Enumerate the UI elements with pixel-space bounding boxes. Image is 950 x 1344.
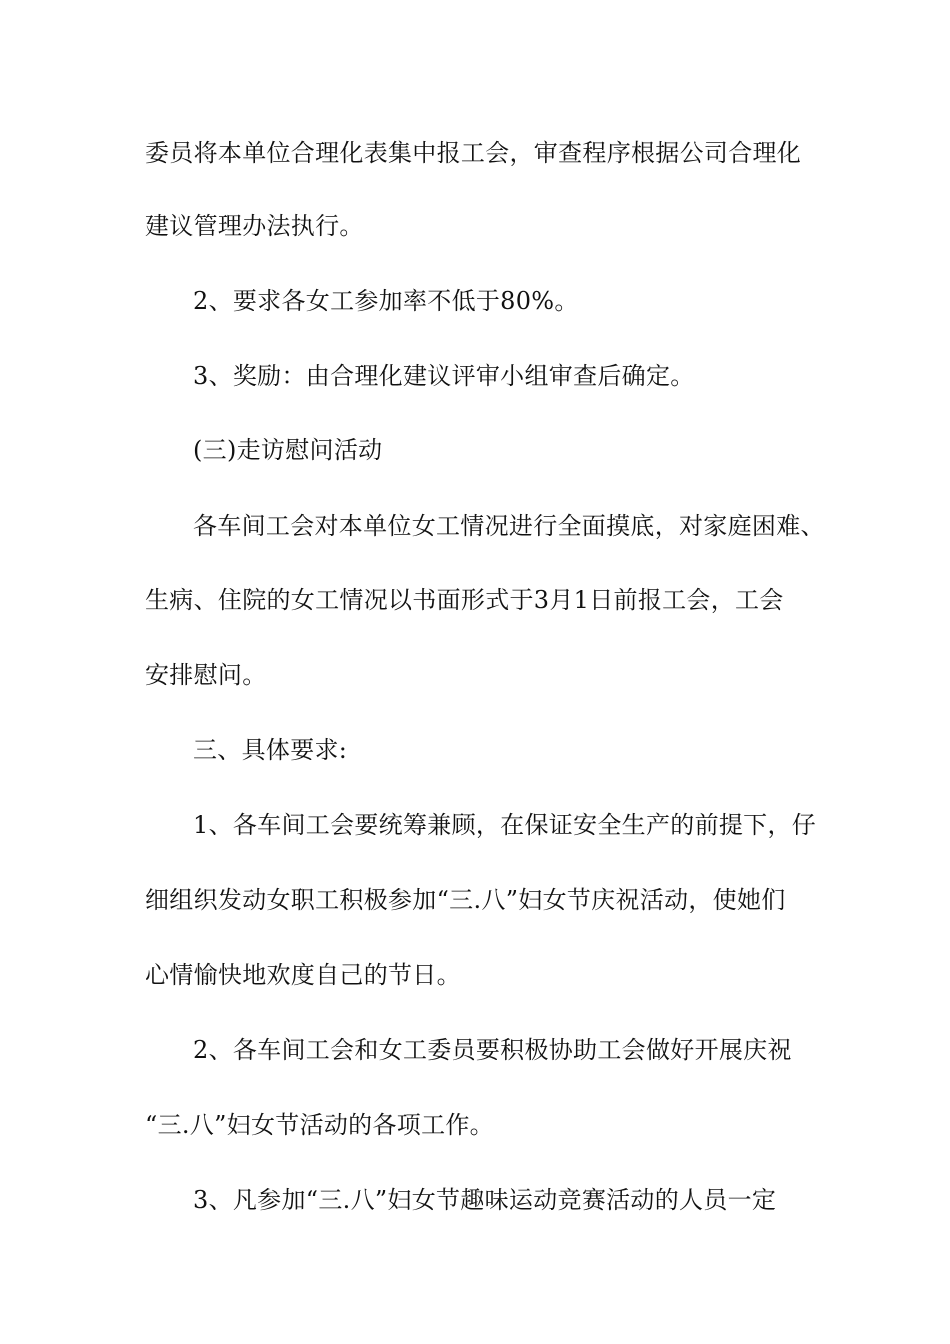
text-line: 2、各车间工会和女工委员要积极协助工会做好开展庆祝 bbox=[193, 1036, 792, 1064]
text-line: 3、凡参加“三.八”妇女节趣味运动竞赛活动的人员一定 bbox=[193, 1186, 777, 1214]
text-line: 细组织发动女职工积极参加“三.八”妇女节庆祝活动，使她们 bbox=[145, 886, 786, 914]
section-heading: 三、具体要求: bbox=[193, 736, 348, 764]
text-line: 委员将本单位合理化表集中报工会，审查程序根据公司合理化 bbox=[145, 139, 802, 167]
section-heading: (三)走访慰问活动 bbox=[193, 436, 383, 464]
text-line: 安排慰问。 bbox=[145, 661, 267, 689]
text-line: 心情愉快地欢度自己的节日。 bbox=[145, 961, 461, 989]
text-line: 生病、住院的女工情况以书面形式于3月1日前报工会，工会 bbox=[145, 586, 784, 614]
text-line: “三.八”妇女节活动的各项工作。 bbox=[145, 1111, 494, 1139]
text-line: 1、各车间工会要统筹兼顾，在保证安全生产的前提下，仔 bbox=[193, 811, 817, 839]
text-line: 2、要求各女工参加率不低于80%。 bbox=[193, 287, 579, 315]
text-line: 3、奖励：由合理化建议评审小组审查后确定。 bbox=[193, 362, 695, 390]
text-line: 建议管理办法执行。 bbox=[145, 212, 364, 240]
text-line: 各车间工会对本单位女工情况进行全面摸底，对家庭困难、 bbox=[193, 512, 825, 540]
